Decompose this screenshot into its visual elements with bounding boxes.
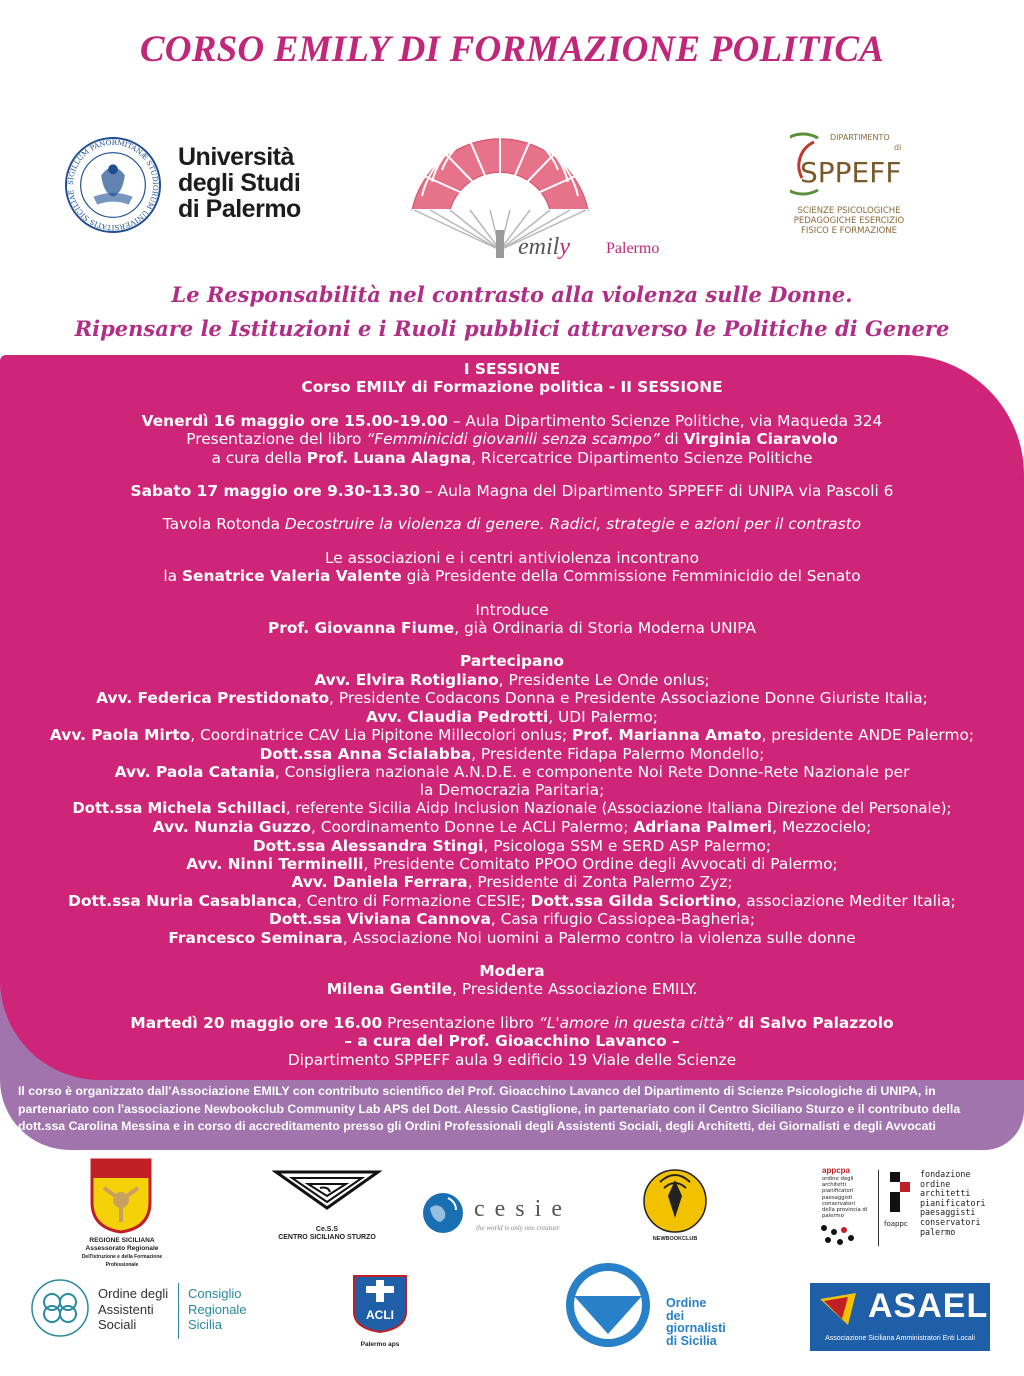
assistenti-line: Ordine degli — [98, 1286, 169, 1301]
header-logos — [0, 110, 1024, 270]
newbookclub-logo-icon — [642, 1168, 708, 1234]
consiglio-line: Regionale — [188, 1301, 247, 1317]
introduce-name: Prof. Giovanna Fiume — [267, 619, 455, 638]
participant-name: Adriana Palmeri — [633, 818, 773, 837]
assoc-role: già Presidente della Commissione Femminicidio del Senato — [401, 567, 861, 586]
participant-role: , Coordinatrice CAV Lia Pipitone Millecolori onlus; — [190, 726, 573, 745]
sppeff-description — [786, 206, 912, 236]
event3-pres: Presentazione libro — [382, 1013, 539, 1032]
participant-role: , Coordinamento Donne Le ACLI Palermo; — [310, 818, 634, 837]
emily-wordmark — [518, 234, 570, 261]
dipartimento-label: DIPARTIMENTO — [830, 133, 890, 142]
university-name-line: degli Studi — [178, 169, 301, 197]
participant-name: Avv. Ninni Terminelli — [186, 854, 364, 873]
participant-role: , Psicologa SSM e SERD ASP Palermo; — [483, 836, 772, 855]
university-name-line: di Palermo — [178, 195, 301, 223]
participant-name: Dott.ssa Nuria Casablanca — [68, 891, 297, 910]
fondazione-line: architetti — [920, 1188, 971, 1199]
event1-date: Venerdì 16 maggio ore 15.00-19.00 — [141, 411, 448, 430]
event2-date: Sabato 17 maggio ore 9.30-13.30 — [130, 482, 421, 501]
assoc-line: Le associazioni e i centri antiviolenza incontrano — [325, 548, 699, 567]
session-label: I SESSIONE — [463, 360, 561, 378]
emily-city: Palermo — [606, 240, 660, 257]
subtitle-line: Le Responsabilità nel contrasto alla violenza sulle Donne. — [171, 282, 853, 307]
participant-role: , Presidente Codacons Donna e Presidente Associazione Donne Giuriste Italia; — [329, 689, 928, 708]
foappc-abbr: foappc — [884, 1220, 908, 1228]
participant-name: Avv. Nunzia Guzzo — [152, 818, 311, 837]
university-seal-icon — [64, 136, 162, 234]
event1-book: “Femminicidi giovanili senza scampo” — [366, 430, 660, 449]
event2-place: – Aula Magna del Dipartimento SPPEFF di UNIPA via Pascoli 6 — [420, 482, 894, 501]
assoc-pre: la — [163, 567, 182, 586]
appc-desc-line: ordine degli — [822, 1176, 854, 1182]
giornalisti-line: di Sicilia — [666, 1333, 717, 1348]
fondazione-text — [920, 1170, 986, 1237]
emily-word: emil — [518, 234, 560, 260]
assistenti-line: Assistenti — [98, 1301, 154, 1317]
footnote-line: Il corso è organizzato dall'Associazione EMILY con contributo scientifico del Prof. Gioacchino Lavanco del Dipartimento di Scienze Psicologiche di UNIPA, in — [18, 1084, 936, 1098]
asael-logo — [810, 1283, 990, 1351]
cesie-globe-icon — [420, 1190, 466, 1236]
event1-author: Virginia Ciaravolo — [683, 430, 838, 449]
appc-desc-line: palermo — [822, 1213, 844, 1220]
fondazione-line: pianificatori — [920, 1197, 986, 1208]
event3-book: “L'amore in questa città” — [538, 1013, 733, 1032]
appc-abbr: appcpa — [822, 1166, 851, 1175]
participant-name: Dott.ssa Anna Scialabba — [259, 744, 472, 763]
participant-name: Avv. Paola Mirto — [49, 726, 191, 745]
assoc-name: Senatrice Valeria Valente — [181, 567, 402, 586]
participant-name: Dott.ssa Gilda Sciortino — [530, 891, 737, 910]
fondazione-line: conservatori — [920, 1216, 981, 1227]
cesie-tagline: the world is only one creature — [476, 1224, 560, 1232]
cess-abbr: Ce.S.S — [315, 1226, 339, 1233]
appc-dots-icon — [818, 1222, 858, 1248]
event1-place: – Aula Dipartimento Scienze Politiche, via Maqueda 324 — [447, 411, 883, 430]
event1-pres: Presentazione del libro — [186, 430, 367, 449]
university-name — [178, 144, 301, 222]
participant-name: Avv. Elvira Rotigliano — [314, 670, 499, 689]
participant-role: , Presidente Fidapa Palermo Mondello; — [471, 744, 765, 763]
course-label: Corso EMILY di Formazione politica - II SESSIONE — [301, 378, 723, 397]
event3-author: di Salvo Palazzolo — [732, 1013, 894, 1032]
event3-cura: – a cura del Prof. Gioacchino Lavanco – — [344, 1032, 680, 1051]
regione-name: REGIONE SICILIANA — [89, 1237, 155, 1244]
event3-date: Martedì 20 maggio ore 16.00 — [130, 1013, 383, 1032]
giornalisti-logo-icon — [556, 1260, 660, 1350]
acli-text: ACLI — [366, 1308, 394, 1322]
participant-role: , Centro di Formazione CESIE; — [296, 891, 531, 910]
participant-name: Dott.ssa Michela Schillaci — [72, 799, 286, 817]
participant-role: , Associazione Noi uomini a Palermo contro la violenza sulle donne — [342, 928, 856, 947]
participant-role: la Democrazia Paritaria; — [419, 781, 605, 800]
assistenti-text — [98, 1286, 168, 1333]
page-title: CORSO EMILY DI FORMAZIONE POLITICA — [139, 29, 885, 70]
sppeff-desc-line: SCIENZE PSICOLOGICHE — [797, 206, 901, 216]
participant-role: , associazione Mediter Italia; — [736, 891, 956, 910]
fondazione-line: fondazione — [920, 1169, 971, 1179]
tavola-title: Decostruire la violenza di genere. Radici, strategie e azioni per il contrasto — [284, 515, 862, 534]
fondazione-line: ordine — [920, 1178, 951, 1189]
assistenti-line: Sociali — [98, 1317, 137, 1332]
participant-name: Avv. Daniela Ferrara — [291, 873, 468, 892]
centro-sturzo-logo-icon — [272, 1168, 382, 1212]
regione-label — [66, 1237, 178, 1269]
cesie-name: c e s i e — [474, 1196, 564, 1222]
participant-role: , Presidente di Zonta Palermo Zyz; — [467, 873, 733, 892]
footnote-line: dott.ssa Carolina Messina e in corso di accreditamento presso gli Ordini Professionali degli Assistenti Sociali, degli Architetti, dei Giornalisti e degli Avvocati — [18, 1119, 936, 1133]
organizers-footnote — [18, 1083, 1008, 1136]
modera-role: , Presidente Associazione EMILY. — [452, 980, 698, 999]
sppeff-text: SPPEFF — [800, 156, 902, 189]
footnote-line: partenariato con l'associazione Newbookclub Community Lab APS del Dott. Alessio Castiglione, in partenariato con il Centro Siciliano Sturzo e il contributo della — [18, 1101, 961, 1116]
participant-name: Prof. Marianna Amato — [572, 726, 762, 745]
partecipano-label: Partecipano — [460, 652, 564, 671]
appc-desc — [822, 1176, 867, 1219]
seal-text: SIGILLUM PANORMITANÆ STUDIORUM UNIVERSITATIS SICILIAE — [65, 137, 161, 233]
logo-divider — [878, 1170, 879, 1246]
participant-role: , Mezzocielo; — [772, 818, 872, 837]
cess-name: CENTRO SICILIANO STURZO — [278, 1234, 376, 1241]
appc-desc-line: architetti — [822, 1182, 847, 1189]
event1-cura: a cura della — [211, 448, 307, 467]
regione-sub: Dell'Istruzione e della Formazione Professionale — [81, 1254, 163, 1268]
university-name-line: Università — [178, 143, 294, 171]
subtitle-line: Ripensare le Istituzioni e i Ruoli pubblici attraverso le Politiche di Genere — [74, 316, 950, 341]
introduce-role: , già Ordinaria di Storia Moderna UNIPA — [454, 619, 757, 638]
modera-label: Modera — [479, 961, 545, 980]
tavola-pre: Tavola Rotonda — [162, 515, 285, 534]
participant-name: Dott.ssa Alessandra Stingi — [252, 836, 484, 855]
consiglio-text — [188, 1286, 247, 1333]
event1-curator-role: , Ricercatrice Dipartimento Scienze Politiche — [471, 448, 813, 467]
sppeff-desc-line: FISICO E FORMAZIONE — [800, 226, 898, 236]
event1-curator: Prof. Luana Alagna — [306, 448, 472, 467]
sppeff-desc-line: PEDAGOGICHE ESERCIZIO — [793, 216, 905, 226]
logo-divider — [178, 1283, 179, 1339]
emily-y: y — [559, 234, 570, 260]
participant-name: Francesco Seminara — [168, 928, 343, 947]
appc-desc-line: della provincia di — [822, 1207, 868, 1214]
asael-sub: Associazione Siciliana Amministratori Enti Locali — [825, 1335, 975, 1342]
event1-di: di — [659, 430, 684, 449]
foappc-mark-icon — [886, 1170, 916, 1218]
participant-name: Avv. Paola Catania — [114, 762, 275, 781]
assistenti-sociali-logo-icon — [30, 1278, 90, 1338]
giornalisti-text — [666, 1297, 726, 1347]
program-text — [0, 360, 1024, 1069]
fondazione-line: palermo — [920, 1226, 956, 1237]
modera-name: Milena Gentile — [326, 980, 453, 999]
participant-role: , Consigliera nazionale A.N.D.E. e componente Noi Rete Donne-Rete Nazionale per — [274, 762, 910, 781]
participant-role: , presidente ANDE Palermo; — [761, 726, 975, 745]
event-subtitle — [0, 278, 1024, 346]
di-label: di — [894, 143, 902, 152]
acli-sub: Palermo aps — [360, 1341, 400, 1348]
asael-name: ASAEL — [868, 1287, 989, 1325]
consiglio-line: Sicilia — [188, 1317, 222, 1332]
participant-role: , Presidente Le Onde onlus; — [498, 670, 710, 689]
giornalisti-line: giornalisti — [666, 1321, 726, 1335]
regione-sub: Assessorato Regionale — [85, 1245, 159, 1252]
participant-role: , Casa rifugio Cassiopea-Bagheria; — [490, 910, 756, 929]
participant-name: Avv. Federica Prestidonato — [96, 689, 330, 708]
newbook-label: NEWBOOKCLUB — [652, 1236, 698, 1242]
participant-role: , UDI Palermo; — [548, 707, 658, 726]
appc-desc-line: conservatori — [822, 1200, 856, 1207]
cess-label — [262, 1226, 392, 1242]
participant-name: Avv. Claudia Pedrotti — [366, 707, 549, 726]
appc-desc-line: paesaggisti — [822, 1194, 853, 1201]
event3-place: Dipartimento SPPEFF aula 9 edificio 19 Viale delle Scienze — [287, 1050, 737, 1069]
giornalisti-line: Ordine — [666, 1296, 707, 1310]
participant-name: Dott.ssa Viviana Cannova — [268, 910, 491, 929]
asael-island-icon — [818, 1289, 858, 1329]
fondazione-line: paesaggisti — [920, 1207, 976, 1218]
appc-desc-line: pianificatori — [822, 1188, 854, 1195]
acli-logo-icon — [350, 1272, 410, 1334]
consiglio-line: Consiglio — [188, 1286, 242, 1301]
participant-role: , Presidente Comitato PPOO Ordine degli Avvocati di Palermo; — [363, 854, 838, 873]
sppeff-logo-icon — [790, 128, 910, 198]
emily-fan-logo-icon — [400, 110, 600, 260]
giornalisti-line: dei — [666, 1308, 685, 1323]
regione-sicilia-shield-icon — [90, 1158, 152, 1234]
participant-role: , referente Sicilia Aidp Inclusion Nazionale (Associazione Italiana Direzione del Personale); — [285, 799, 952, 817]
introduce-label: Introduce — [475, 600, 549, 619]
